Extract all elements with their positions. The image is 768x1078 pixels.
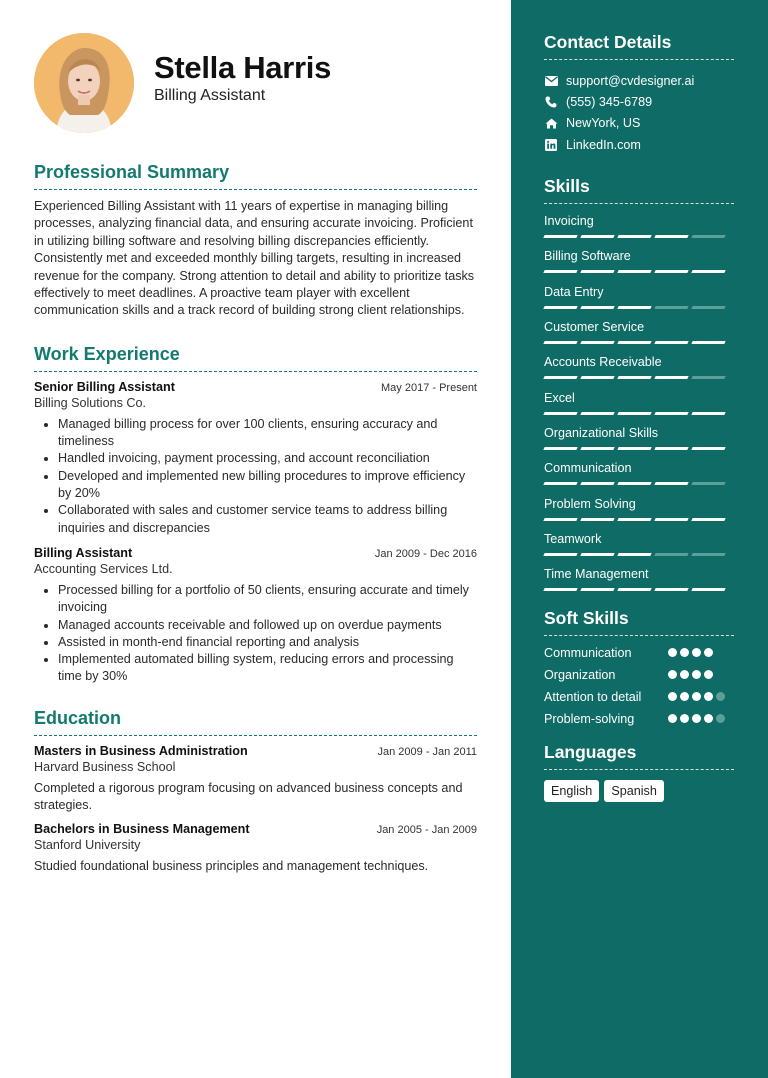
phone-icon	[544, 95, 558, 109]
job-bullet: • Handled invoicing, payment processing, and account reconciliation	[58, 450, 477, 467]
rating-dot	[668, 714, 677, 723]
job-bullet: • Developed and implemented new billing procedures to improve efficiency by 20%	[58, 468, 477, 503]
profile-photo	[34, 33, 134, 133]
skill-level-segment	[617, 553, 651, 556]
rating-dot	[668, 670, 677, 679]
soft-skill-name: Problem-solving	[544, 712, 635, 727]
contact-phone-text: (555) 345-6789	[566, 94, 653, 109]
skill-level-segment	[654, 270, 688, 273]
skill-level-segment	[691, 341, 725, 344]
skill-level-segment	[654, 376, 688, 379]
skill-level-segment	[654, 518, 688, 521]
education-school: Harvard Business School	[34, 759, 176, 774]
skill-level-segment	[691, 518, 725, 521]
contact-email[interactable]	[544, 70, 734, 91]
skill-level-segment	[543, 518, 577, 521]
education-list	[34, 744, 477, 876]
skill-name: Teamwork	[544, 531, 602, 546]
contact-section	[544, 32, 734, 155]
skill-level-segment	[617, 518, 651, 521]
skill-level-bar	[544, 518, 734, 521]
job-entry	[34, 546, 477, 686]
soft-skill-row	[544, 667, 734, 684]
rating-dot	[704, 692, 713, 701]
rating-dot	[692, 648, 701, 657]
rating-dot	[704, 648, 713, 657]
job-bullet: • Managed accounts receivable and followed up on overdue payments	[58, 617, 477, 634]
summary-text: Experienced Billing Assistant with 11 years of expertise in managing billing processes, analyzing financial data, and ensuring accurate invoicing. Proficient in utilizing billing software and resolving billing discrepancies efficiently. Consistently met and exceeded monthly billing targets, resulting in increased revenue for the company. Strong attention to detail and ability to prioritize tasks effectively to meet deadlines. A proactive team player with excellent communication skills and a track record of building strong client relationships.	[34, 199, 475, 318]
rating-dot	[680, 670, 689, 679]
skill-level-segment	[691, 412, 725, 415]
job-bullet: • Implemented automated billing system, reducing errors and processing time by 30%	[58, 651, 477, 686]
soft-skill-rating	[668, 645, 728, 662]
soft-skills-list	[544, 645, 734, 728]
skill-level-bar	[544, 482, 734, 485]
skill-level-segment	[654, 482, 688, 485]
skill-level-segment	[691, 376, 725, 379]
skill-level-segment	[580, 482, 614, 485]
rating-dot	[680, 648, 689, 657]
skill-level-segment	[580, 553, 614, 556]
skill-level-segment	[654, 341, 688, 344]
summary-section	[34, 162, 477, 320]
education-degree: Masters in Business Administration	[34, 743, 248, 758]
contact-location-text: NewYork, US	[566, 116, 641, 131]
job-bullet: • Collaborated with sales and customer service teams to address billing inquiries and discrepancies	[58, 502, 477, 537]
soft-skills-section	[544, 608, 734, 728]
skill-name: Billing Software	[544, 249, 631, 264]
skill-level-segment	[580, 376, 614, 379]
rating-dot	[704, 670, 713, 679]
skill-level-segment	[617, 235, 651, 238]
sidebar	[511, 0, 768, 1078]
skill-level-segment	[617, 341, 651, 344]
education-degree: Bachelors in Business Management	[34, 822, 250, 837]
language-tag: Spanish	[604, 780, 664, 802]
skill-level-segment	[617, 588, 651, 591]
contact-linkedin[interactable]	[544, 134, 734, 155]
skill-level-segment	[543, 376, 577, 379]
contact-email-text: support@cvdesigner.ai	[566, 73, 695, 88]
contact-location	[544, 113, 734, 134]
contact-phone[interactable]	[544, 91, 734, 112]
rating-dot	[668, 692, 677, 701]
skills-list	[544, 214, 734, 591]
summary-heading: Professional Summary	[34, 162, 477, 190]
skill-level-segment	[654, 412, 688, 415]
education-header	[34, 744, 477, 758]
skill-level-bar	[544, 412, 734, 415]
rating-dot	[680, 714, 689, 723]
skill-level-segment	[654, 553, 688, 556]
soft-skill-rating	[668, 689, 728, 706]
rating-dot	[704, 714, 713, 723]
skill-name: Invoicing	[544, 214, 594, 229]
skill-level-segment	[691, 482, 725, 485]
education-date: Jan 2009 - Jan 2011	[377, 745, 477, 758]
soft-skill-rating	[668, 667, 728, 684]
skill-name: Organizational Skills	[544, 425, 659, 440]
skill-level-segment	[691, 270, 725, 273]
skill-level-segment	[543, 412, 577, 415]
skill-name: Excel	[544, 390, 575, 405]
skill-level-bar	[544, 306, 734, 309]
skill-level-segment	[580, 588, 614, 591]
skill-level-segment	[543, 482, 577, 485]
skill-level-segment	[654, 447, 688, 450]
skills-section	[544, 176, 734, 591]
skill-name: Problem Solving	[544, 496, 636, 511]
rating-dot	[716, 692, 725, 701]
experience-heading: Work Experience	[34, 344, 477, 372]
skill-level-segment	[691, 553, 725, 556]
rating-dot	[692, 692, 701, 701]
skill-level-segment	[691, 306, 725, 309]
job-date: Jan 2009 - Dec 2016	[374, 547, 477, 560]
skill-level-bar	[544, 376, 734, 379]
skill-level-segment	[580, 447, 614, 450]
skill-level-bar	[544, 447, 734, 450]
skill-level-segment	[654, 306, 688, 309]
job-bullet: • Processed billing for a portfolio of 50 clients, ensuring accurate and timely invoicing	[58, 582, 477, 617]
job-list	[34, 380, 477, 686]
avatar-illustration	[34, 33, 134, 133]
soft-skill-name: Organization	[544, 668, 616, 683]
job-entry	[34, 380, 477, 537]
home-icon	[544, 116, 558, 130]
skill-name: Customer Service	[544, 320, 645, 335]
education-date: Jan 2005 - Jan 2009	[376, 824, 477, 837]
soft-skills-heading: Soft Skills	[544, 608, 734, 636]
languages-section	[544, 742, 734, 802]
job-header	[34, 546, 477, 560]
job-title: Senior Billing Assistant	[34, 379, 175, 394]
soft-skill-rating	[668, 711, 728, 728]
contact-linkedin-text: LinkedIn.com	[566, 137, 641, 152]
job-title: Billing Assistant	[34, 545, 133, 560]
education-description: Studied foundational business principles and management techniques.	[34, 859, 429, 874]
skill-level-bar	[544, 553, 734, 556]
skill-name: Communication	[544, 461, 632, 476]
rating-dot	[692, 670, 701, 679]
language-list	[544, 780, 734, 802]
languages-heading: Languages	[544, 742, 734, 770]
resume-header	[34, 0, 477, 148]
skill-name: Accounts Receivable	[544, 355, 662, 370]
soft-skill-row	[544, 711, 734, 728]
education-entry	[34, 744, 477, 815]
skill-level-segment	[580, 518, 614, 521]
skill-level-segment	[617, 306, 651, 309]
education-header	[34, 822, 477, 836]
skill-level-segment	[543, 588, 577, 591]
skill-level-segment	[543, 553, 577, 556]
skill-level-bar	[544, 235, 734, 238]
candidate-title: Billing Assistant	[154, 87, 266, 104]
skills-heading: Skills	[544, 176, 734, 204]
skill-level-segment	[580, 270, 614, 273]
skill-level-segment	[580, 235, 614, 238]
skill-name: Data Entry	[544, 284, 604, 299]
language-tag: English	[544, 780, 599, 802]
skill-level-segment	[617, 270, 651, 273]
skill-level-segment	[543, 306, 577, 309]
education-heading: Education	[34, 708, 477, 736]
soft-skill-name: Communication	[544, 646, 632, 661]
skill-level-segment	[654, 235, 688, 238]
experience-section	[34, 344, 477, 686]
skill-level-segment	[691, 447, 725, 450]
skill-level-segment	[580, 412, 614, 415]
skill-level-segment	[580, 306, 614, 309]
soft-skill-row	[544, 689, 734, 706]
job-bullet: • Assisted in month-end financial reporting and analysis	[58, 634, 477, 651]
skill-level-bar	[544, 341, 734, 344]
envelope-icon	[544, 74, 558, 88]
skill-level-segment	[617, 447, 651, 450]
education-description: Completed a rigorous program focusing on advanced business concepts and strategies.	[34, 780, 463, 812]
rating-dot	[668, 648, 677, 657]
linkedin-icon	[544, 138, 558, 152]
education-school: Stanford University	[34, 838, 141, 853]
skill-level-segment	[691, 588, 725, 591]
rating-dot	[716, 714, 725, 723]
job-bullets	[58, 416, 477, 537]
skill-level-segment	[543, 447, 577, 450]
skill-level-segment	[580, 341, 614, 344]
skill-level-segment	[543, 341, 577, 344]
soft-skill-name: Attention to detail	[544, 690, 642, 705]
skill-level-segment	[617, 412, 651, 415]
job-bullet: • Managed billing process for over 100 clients, ensuring accuracy and timeliness	[58, 416, 477, 451]
rating-dot	[680, 692, 689, 701]
skill-level-segment	[691, 235, 725, 238]
candidate-name: Stella Harris	[154, 50, 332, 85]
rating-dot	[692, 714, 701, 723]
education-section	[34, 708, 477, 876]
skill-level-segment	[617, 376, 651, 379]
skill-name: Time Management	[544, 567, 649, 582]
skill-level-segment	[617, 482, 651, 485]
job-company: Billing Solutions Co.	[34, 395, 147, 410]
education-entry	[34, 822, 477, 875]
job-date: May 2017 - Present	[381, 381, 477, 394]
job-company: Accounting Services Ltd.	[34, 561, 173, 576]
skill-level-bar	[544, 270, 734, 273]
job-bullets	[58, 582, 477, 686]
skill-level-segment	[543, 270, 577, 273]
skill-level-bar	[544, 588, 734, 591]
skill-level-segment	[654, 588, 688, 591]
soft-skill-row	[544, 645, 734, 662]
job-header	[34, 380, 477, 394]
skill-level-segment	[543, 235, 577, 238]
contact-heading: Contact Details	[544, 32, 734, 60]
